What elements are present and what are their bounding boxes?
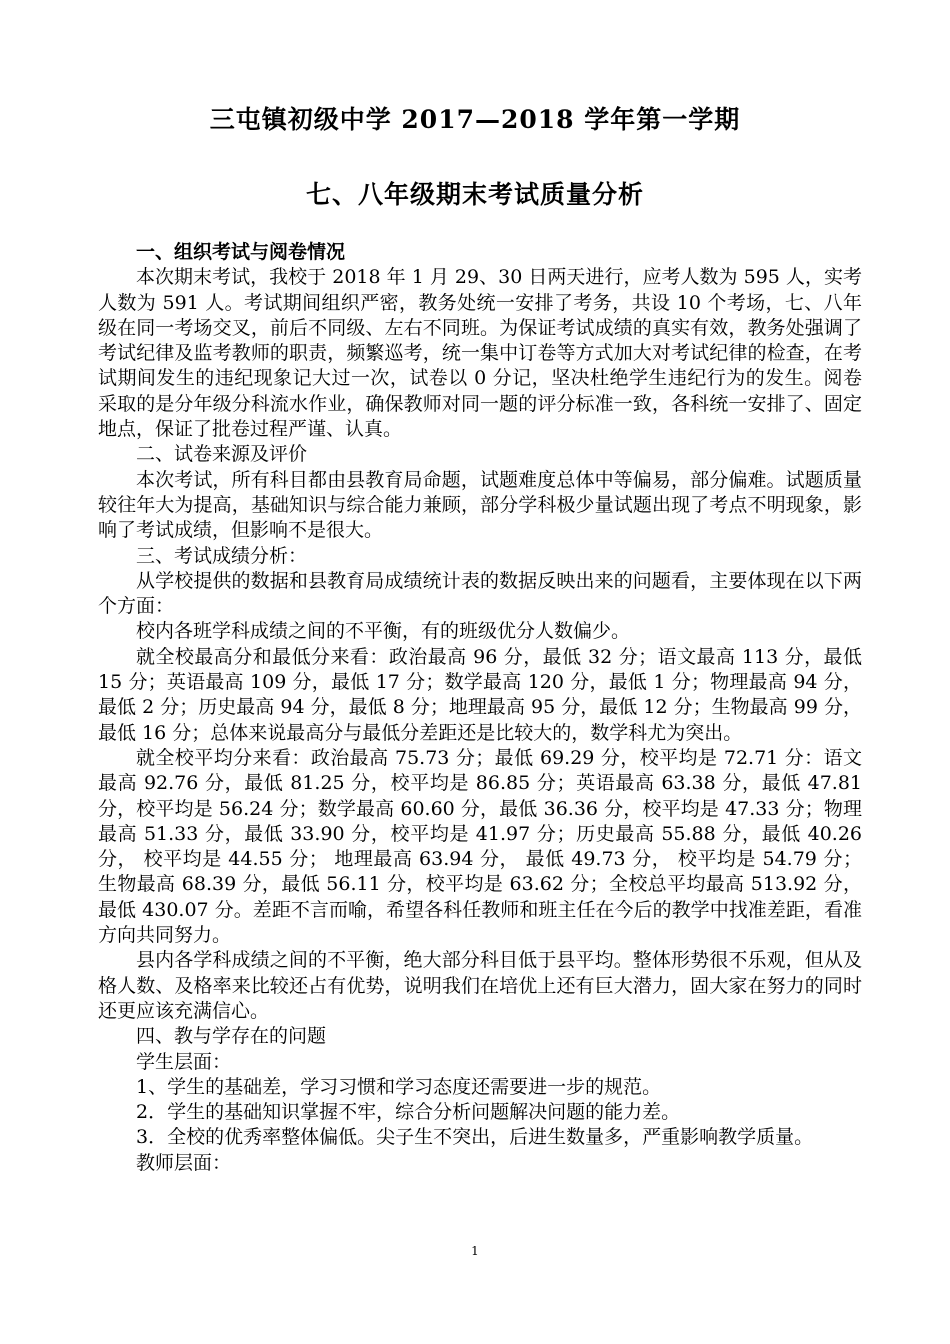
subheading-student-level: 学生层面： (136, 1050, 232, 1073)
paragraph-score-analysis-intro: 从学校提供的数据和县教育局成绩统计表的数据反映出来的问题看，主要体现在以下两个方面： (98, 569, 862, 618)
list-item-student-3: 3．全校的优秀率整体偏低。尖子生不突出，后进生数量多，严重影响教学质量。 (136, 1126, 814, 1149)
section-heading-paper-source: 二、试卷来源及评价 (136, 443, 308, 466)
section-heading-problems: 四、教与学存在的问题 (136, 1025, 327, 1048)
paragraph-county-imbalance: 县内各学科成绩之间的不平衡，绝大部分科目低于县平均。整体形势很不乐观，但从及格人数、及格率来比较还占有优势，说明我们在培优上还有巨大潜力，固大家在努力的同时还更应该充满信心。 (98, 949, 862, 1022)
subheading-teacher-level: 教师层面： (136, 1151, 232, 1174)
section-heading-score-analysis: 三、考试成绩分析： (136, 544, 308, 567)
paragraph-class-imbalance: 校内各班学科成绩之间的不平衡，有的班级优分人数偏少。 (136, 620, 631, 643)
page-number: 1 (471, 1244, 479, 1258)
document-title-line1: 三屯镇初级中学 2017—2018 学年第一学期 (209, 105, 741, 134)
paragraph-average-scores: 就全校平均分来看：政治最高 75.73 分；最低 69.29 分，校平均是 72.71 分：语文最高 92.76 分，最低 81.25 分，校平均是 86.85 分；英语最高 63.38 分，最低 47.81 分，校平均是 56.24 分；数学最高 60.60 分，最低 36.36 分，校平均是 47.33 分；物理最高 51.33 分，最低 33.90 分，校平均是 41.97 分；历史最高 55.88 分，最低 40.26 分， 校平均是 44.55 分； 地理最高 63.94 分， 最低 49.73 分， 校平均是 54.79 分；生物最高 68.39 分，最低 56.11 分，校平均是 63.62 分；全校总平均最高 513.92 分，最低 430.07 分。差距不言而喻，希望各科任教师和班主任在今后的教学中找准差距，看准方向共同努力。 (98, 746, 862, 947)
paragraph-exam-organization: 本次期末考试，我校于 2018 年 1 月 29、30 日两天进行，应考人数为 595 人，实考人数为 591 人。考试期间组织严密，教务处统一安排了考务，共设 10 个考场，七、八年级在同一考场交叉，前后不同级、左右不同班。为保证考试成绩的真实有效，教务处强调了考试纪律及监考教师的职责，频繁巡考，统一集中订卷等方式加大对考试纪律的检查，在考试期间发生的违纪现象记大过一次，试卷以 0 分记，坚决杜绝学生违纪行为的发生。阅卷采取的是分年级分科流水作业，确保教师对同一题的评分标准一致，各科统一安排了、固定地点，保证了批卷过程严谨、认真。 (98, 266, 862, 441)
list-item-student-2: 2．学生的基础知识掌握不牢，综合分析问题解决问题的能力差。 (136, 1101, 681, 1124)
section-heading-exam-organization: 一、组织考试与阅卷情况 (136, 241, 346, 263)
list-item-student-1: 1、学生的基础差，学习习惯和学习态度还需要进一步的规范。 (136, 1075, 662, 1098)
paragraph-paper-source: 本次考试，所有科目都由县教育局命题，试题难度总体中等偏易，部分偏难。试题质量较往年大为提高，基础知识与综合能力兼顾，部分学科极少量试题出现了考点不明现象，影响了考试成绩，但影响不是很大。 (98, 468, 862, 542)
document-body (98, 240, 862, 1176)
paragraph-max-min-scores: 就全校最高分和最低分来看：政治最高 96 分，最低 32 分；语文最高 113 分，最低 15 分；英语最高 109 分，最低 17 分；数学最高 120 分，最低 1 分；物理最高 94 分，最低 2 分；历史最高 94 分，最低 8 分；地理最高 95 分，最低 12 分；生物最高 99 分，最低 16 分；总体来说最高分与最低分差距还是比较大的，数学科尤为突出。 (98, 645, 862, 744)
document-title-line2: 七、八年级期末考试质量分析 (305, 180, 644, 209)
